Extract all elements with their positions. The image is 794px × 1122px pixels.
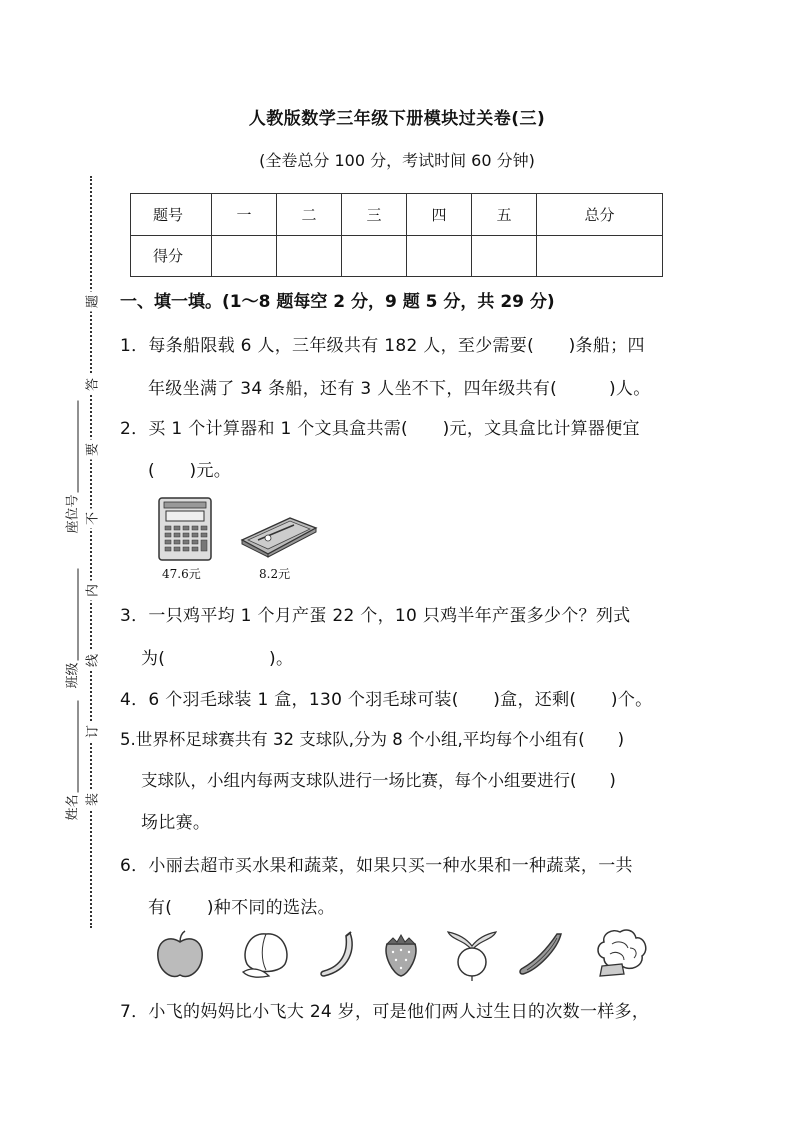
- binding-char: 答: [82, 375, 101, 395]
- question-1-line-2: 年级坐满了 34 条船，还有 3 人坐不下，四年级共有( )人。: [148, 379, 651, 399]
- binding-char: 要: [82, 440, 101, 460]
- table-cell: 题号: [131, 194, 212, 236]
- table-cell: 五: [472, 194, 537, 236]
- table-row: [131, 235, 663, 277]
- radish-icon: [444, 928, 500, 982]
- binding-char: 线: [82, 651, 101, 671]
- strawberry-icon: [381, 930, 421, 980]
- question-5-line-2: 支球队，小组内每两支球队进行一场比赛，每个小组要进行( ): [141, 771, 616, 790]
- pencil-box-price: 8.2元: [259, 567, 291, 581]
- question-5-line-1: 5.世界杯足球赛共有 32 支球队,分为 8 个小组,平均每个小组有( ): [120, 730, 625, 749]
- banana-icon: [318, 930, 358, 980]
- score-cell[interactable]: [212, 235, 277, 277]
- binding-char: 不: [82, 509, 101, 529]
- table-cell: 得分: [131, 235, 212, 277]
- question-4: 4．6 个羽毛球装 1 盒，130 个羽毛球可装( )盒，还剩( )个。: [120, 690, 653, 710]
- table-cell: 三: [342, 194, 407, 236]
- question-6-line-1: 6．小丽去超市买水果和蔬菜，如果只买一种水果和一种蔬菜，一共: [120, 856, 633, 876]
- apple-icon: [154, 930, 206, 980]
- score-cell[interactable]: [537, 235, 663, 277]
- seat-number-field[interactable]: [62, 404, 81, 534]
- cabbage-icon: [592, 926, 650, 980]
- question-6-line-2: 有( )种不同的选法。: [148, 898, 335, 918]
- pencil-box-icon: [238, 516, 318, 558]
- table-cell: 二: [277, 194, 342, 236]
- score-table: [130, 193, 663, 277]
- name-label: 姓名: [65, 794, 81, 821]
- question-1-line-1: 1．每条船限载 6 人，三年级共有 182 人，至少需要( )条船；四: [120, 336, 645, 356]
- page-subtitle: (全卷总分 100 分，考试时间 60 分钟): [259, 151, 535, 170]
- class-field[interactable]: [62, 559, 81, 689]
- question-7-line-1: 7．小飞的妈妈比小飞大 24 岁，可是他们两人过生日的次数一样多，: [120, 1002, 650, 1022]
- binding-dotted-line: [90, 176, 92, 928]
- name-field[interactable]: [62, 691, 81, 821]
- binding-char: 题: [82, 292, 101, 312]
- binding-char: 内: [82, 581, 101, 601]
- table-row: [131, 194, 663, 236]
- question-2-line-1: 2．买 1 个计算器和 1 个文具盒共需( )元，文具盒比计算器便宜: [120, 419, 640, 439]
- cucumber-icon: [517, 930, 565, 978]
- calculator-price: 47.6元: [162, 567, 201, 581]
- calculator-icon: [157, 496, 213, 562]
- question-5-line-3: 场比赛。: [141, 813, 211, 833]
- question-3-line-1: 3．一只鸡平均 1 个月产蛋 22 个，10 只鸡半年产蛋多少个？列式: [120, 606, 631, 626]
- section-heading: 一、填一填。(1～8 题每空 2 分，9 题 5 分，共 29 分): [120, 292, 555, 312]
- score-cell[interactable]: [277, 235, 342, 277]
- table-cell: 总分: [537, 194, 663, 236]
- question-3-line-2: 为( )。: [141, 649, 294, 669]
- peach-icon: [239, 930, 293, 980]
- binding-char: 装: [82, 790, 101, 810]
- score-cell[interactable]: [342, 235, 407, 277]
- table-cell: 一: [212, 194, 277, 236]
- binding-char: 订: [82, 722, 101, 742]
- score-cell[interactable]: [407, 235, 472, 277]
- question-2-line-2: ( )元。: [148, 461, 232, 481]
- seat-number-label: 座位号: [65, 494, 81, 534]
- table-cell: 四: [407, 194, 472, 236]
- class-label: 班级: [65, 662, 81, 689]
- page-title: 人教版数学三年级下册模块过关卷(三): [248, 109, 546, 129]
- score-cell[interactable]: [472, 235, 537, 277]
